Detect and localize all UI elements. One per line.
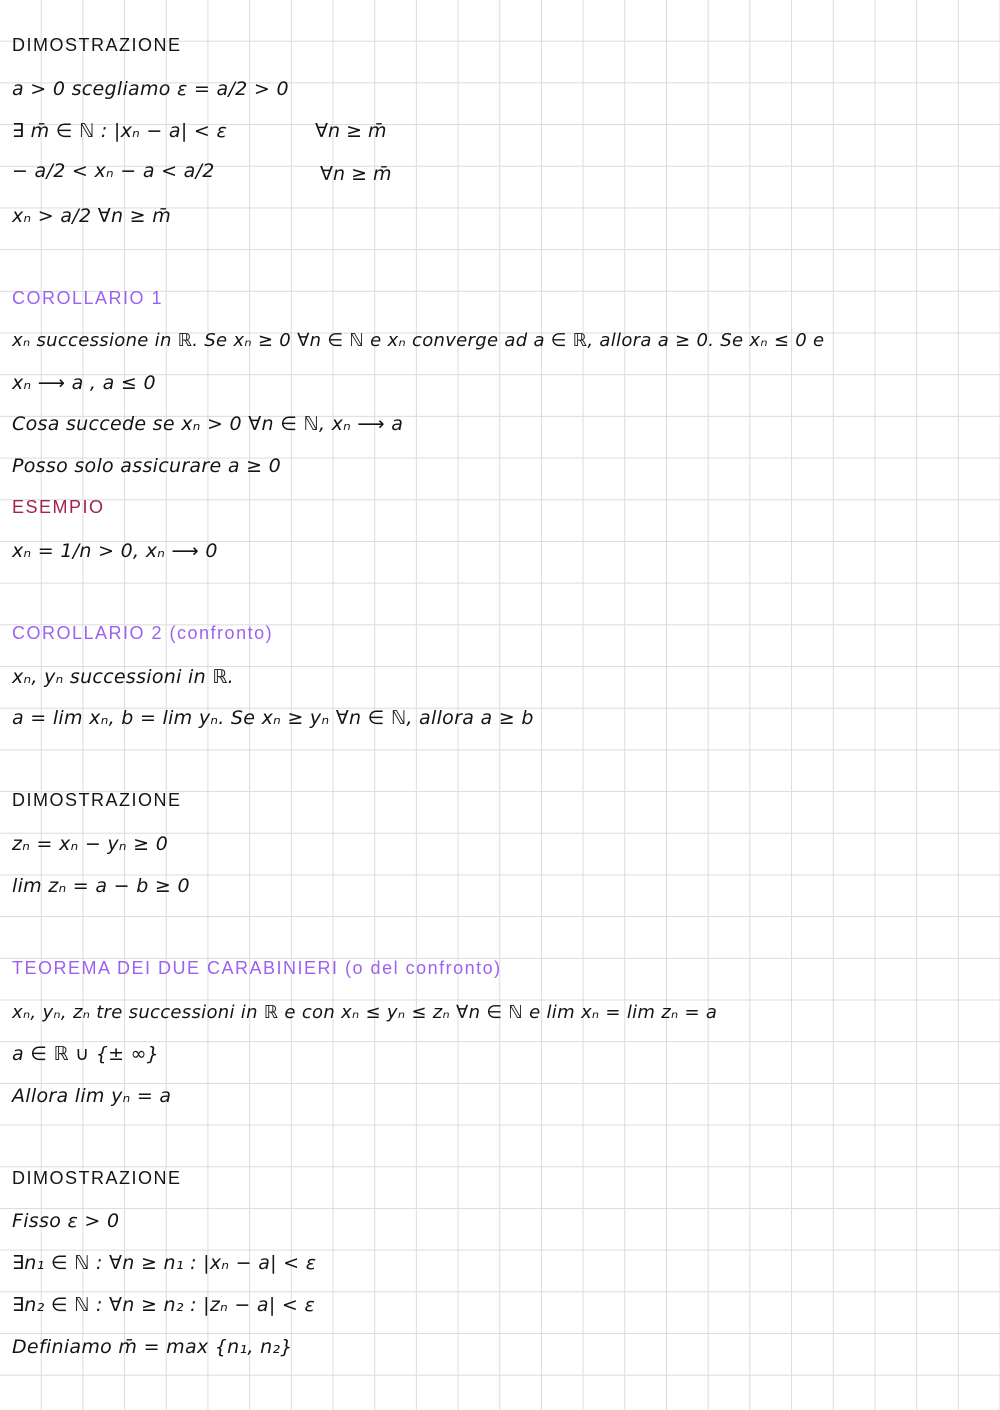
proof-line: Fisso ε > 0 <box>12 1210 120 1232</box>
text-line: xₙ = 1/n > 0, xₙ ⟶ 0 <box>12 540 218 562</box>
section-heading-dimostrazione: DIMOSTRAZIONE <box>12 790 182 810</box>
proof-line: a > 0 scegliamo ε = a/2 > 0 <box>12 78 289 100</box>
section-heading-dimostrazione: DIMOSTRAZIONE <box>12 1168 182 1188</box>
proof-line: ∃n₁ ∈ ℕ : ∀n ≥ n₁ : |xₙ − a| < ε <box>12 1252 317 1274</box>
section-heading-corollario-2: COROLLARIO 2 (confronto) <box>12 623 274 643</box>
text-line: Posso solo assicurare a ≥ 0 <box>12 455 282 477</box>
proof-line: zₙ = xₙ − yₙ ≥ 0 <box>12 833 169 855</box>
proof-line: Definiamo m̄ = max {n₁, n₂} <box>12 1336 293 1358</box>
section-heading-dimostrazione: DIMOSTRAZIONE <box>12 35 182 55</box>
text-line: Cosa succede se xₙ > 0 ∀n ∈ ℕ, xₙ ⟶ a <box>12 413 404 435</box>
text-line: a ∈ ℝ ∪ {± ∞} <box>12 1043 160 1065</box>
text-line: Allora lim yₙ = a <box>12 1085 172 1107</box>
proof-line-quantifier: ∀n ≥ m̄ <box>315 120 387 142</box>
text-line: xₙ successione in ℝ. Se xₙ ≥ 0 ∀n ∈ ℕ e xₙ converge ad a ∈ ℝ, allora a ≥ 0. Se xₙ ≤ 0 e <box>12 330 825 351</box>
proof-line: xₙ > a/2 ∀n ≥ m̄ <box>12 205 172 227</box>
proof-line: − a/2 < xₙ − a < a/2 <box>12 160 215 182</box>
proof-line: lim zₙ = a − b ≥ 0 <box>12 875 190 897</box>
proof-line: ∃n₂ ∈ ℕ : ∀n ≥ n₂ : |zₙ − a| < ε <box>12 1294 316 1316</box>
proof-line-quantifier: ∀n ≥ m̄ <box>320 163 392 185</box>
text-line: xₙ, yₙ successioni in ℝ. <box>12 666 234 688</box>
text-line: xₙ, yₙ, zₙ tre successioni in ℝ e con xₙ ≤ yₙ ≤ zₙ ∀n ∈ ℕ e lim xₙ = lim zₙ = a <box>12 1002 718 1023</box>
proof-line: ∃ m̄ ∈ ℕ : |xₙ − a| < ε <box>12 120 228 142</box>
text-line: a = lim xₙ, b = lim yₙ. Se xₙ ≥ yₙ ∀n ∈ ℕ, allora a ≥ b <box>12 707 534 729</box>
section-heading-teorema: TEOREMA DEI DUE CARABINIERI (o del confronto) <box>12 958 502 978</box>
section-heading-corollario-1: COROLLARIO 1 <box>12 288 164 308</box>
text-line: xₙ ⟶ a , a ≤ 0 <box>12 372 156 394</box>
section-heading-esempio: ESEMPIO <box>12 497 105 517</box>
